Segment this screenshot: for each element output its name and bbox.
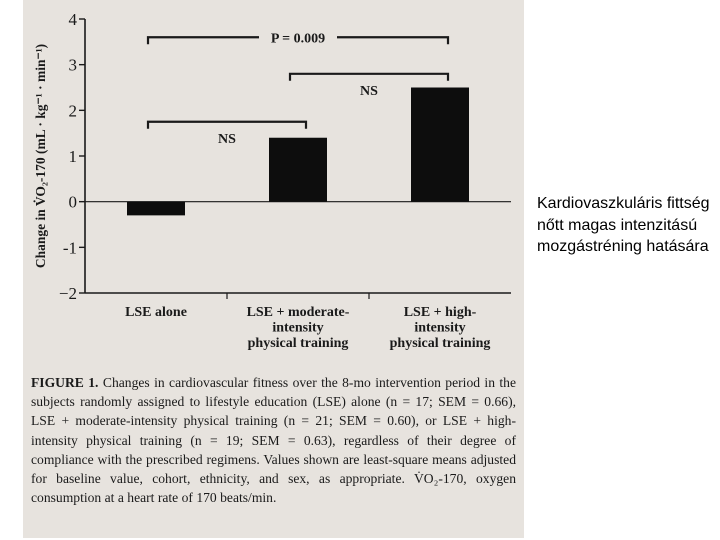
y-tick-label: 0	[68, 192, 77, 212]
side-note: Kardiovaszkuláris fittség nőtt magas intenzitású mozgástréning hatására	[537, 195, 710, 255]
significance-label: NS	[360, 83, 378, 99]
x-category-label: intensity	[272, 320, 324, 336]
figure-caption	[31, 373, 516, 507]
y-tick-label: 3	[68, 55, 77, 75]
y-tick-label: -1	[62, 238, 77, 258]
bar-3	[411, 88, 469, 202]
caption-text: Changes in cardiovascular fitness over the 8-mo intervention period in the subjects randomly assigned to lifestyle education (LSE) alone (n = 17; SEM = 0.66), LSE + moderate-intensity physical training (n = 21; SEM = 0.60), or LSE + high-intensity physical training (n = 19; SEM = 0.63), regardless of their degree of compliance with the prescribed regimens. Values shown are least-square means adjusted for baseline value, cohort, ethnicity, and sex, as appropriate. V̇O₂-170, oxygen consumption at a heart rate of 170 beats/min.	[31, 375, 517, 506]
bar-2	[269, 138, 327, 202]
x-category-label: physical training	[247, 336, 349, 351]
y-tick-label: −2	[58, 284, 77, 303]
x-category-label: physical training	[389, 336, 491, 351]
x-category-label: LSE + moderate-	[246, 305, 350, 320]
caption-lead: FIGURE 1.	[31, 375, 99, 390]
x-category-label: LSE alone	[125, 305, 187, 320]
significance-bracket	[290, 74, 448, 81]
x-category-label: LSE + high-	[403, 305, 477, 320]
significance-label: NS	[218, 131, 236, 147]
y-tick-label: 4	[68, 10, 77, 29]
y-axis-label: Change in V̇O₂-170 (mL · kg⁻¹ · min⁻¹)	[33, 43, 48, 269]
x-category-label: intensity	[414, 320, 466, 336]
bar-chart	[23, 0, 524, 370]
plot-area	[33, 10, 511, 351]
significance-label: P = 0.009	[270, 31, 326, 47]
y-tick-label: 2	[68, 101, 77, 121]
y-tick-label: 1	[68, 147, 77, 166]
significance-bracket	[148, 122, 306, 129]
bar-1	[127, 202, 185, 216]
